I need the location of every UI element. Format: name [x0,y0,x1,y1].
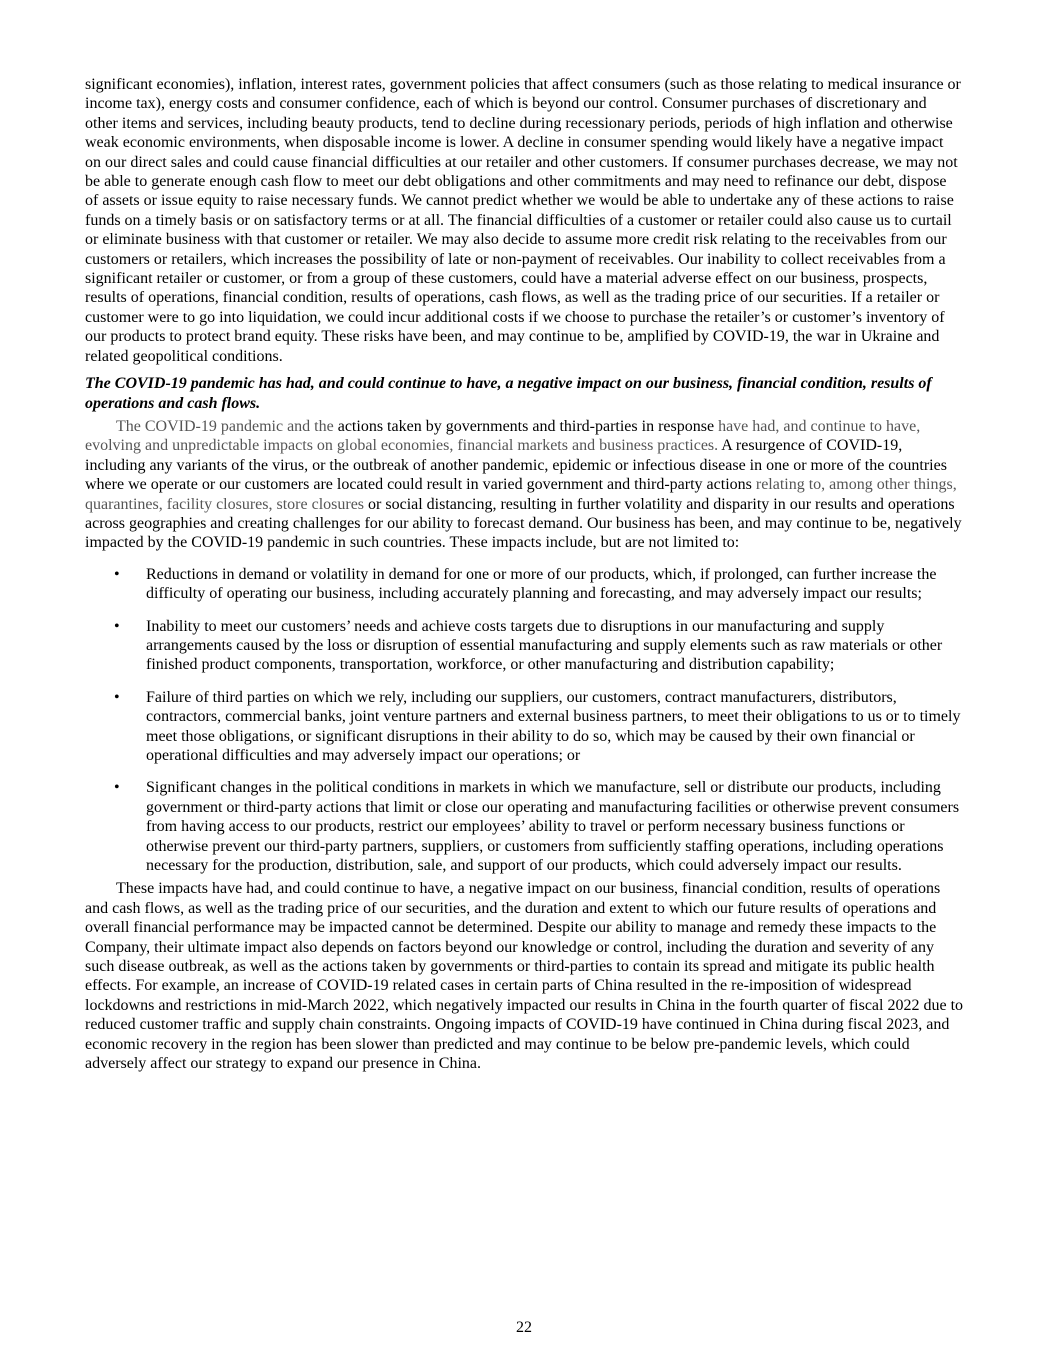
list-item-text: Failure of third parties on which we rely, including our suppliers, our customers, contract manufacturers, distributors, contractors, commercial banks, joint venture partners and external business partners, to meet their obligations to us or to timely meet those obligations, or significant disruptions in their ability to do so, which may be caused by their own financial or operational difficulties and may adversely impact our operations; or [146,688,961,764]
paragraph-covid-intro [85,417,963,553]
document-page [85,75,963,1074]
list-item-text: Significant changes in the political conditions in markets in which we manufacture, sell or distribute our products, including government or third-party actions that limit or close our operating and manufacturing facilities or otherwise prevent consumers from having access to our products, restrict our employees’ ability to travel or perform necessary business functions or otherwise prevent our third-party partners, suppliers, or customers from sufficiently staffing operations, including operations necessary for the production, distribution, sale, and support of our products, which could adversely impact our results. [146,779,960,875]
section-heading: The COVID-19 pandemic has had, and could continue to have, a negative impact on our business, financial condition, results of operations and cash flows. [85,375,932,412]
text-segment: or social distancing, resulting in further volatility and disparity in our results and operations across geographies and creating challenges for our ability to forecast demand. Our business has been, and may continue to be, negatively impacted by the COVID-19 pandemic in such countries. These impacts include, but are not limited to: [85,495,962,552]
text-segment: actions taken by governments and third-parties in response [337,417,719,435]
list-item [85,565,963,604]
list-item [85,617,963,675]
text-segment: A resurgence of COVID-19, including any variants of the virus, or the outbreak of another pandemic, epidemic or infectious disease in one or more of the countries where we operate or our customers are located could result in varied government and third-party actions [85,437,947,494]
impacts-list [85,565,963,876]
bullet-icon: • [114,565,120,583]
list-item-text: Reductions in demand or volatility in demand for one or more of our products, which, if prolonged, can further increase the difficulty of operating our business, including accurately planning and forecasting, and may adversely impact our results; [146,565,937,603]
text-segment: relating to, among other things, quarantines, facility closures, store closures [85,476,957,513]
bullet-icon: • [114,688,120,706]
text-segment: The COVID-19 pandemic and the [116,417,338,435]
bullet-icon: • [114,779,120,797]
page-number: 22 [516,1319,532,1336]
paragraph-impacts: These impacts have had, and could continue to have, a negative impact on our business, financial condition, results of operations and cash flows, as well as the trading price of our securities, and the duration and extent to which our future results of operations and overall financial performance may be impacted cannot be determined. Despite our ability to manage and remedy these impacts to the Company, their ultimate impact also depends on factors beyond our knowledge or control, including the duration and severity of any such disease outbreak, as well as the actions taken by governments or third-parties to contain its spread and mitigate its public health effects. For example, an increase of COVID-19 related cases in certain parts of China resulted in the re-imposition of widespread lockdowns and restrictions in mid-March 2022, which negatively impacted our results in China in the fourth quarter of fiscal 2022 due to reduced customer traffic and supply chain constraints. Ongoing impacts of COVID-19 have continued in China during fiscal 2023, and economic recovery in the region has been slower than predicted and may continue to be below pre-pandemic levels, which could adversely affect our strategy to expand our presence in China. [85,880,964,1073]
list-item [85,688,963,766]
text-segment: have had, and continue to have, evolving and unpredictable impacts on global economies, financial markets and business practices. [85,417,921,455]
bullet-icon: • [114,617,120,635]
paragraph-continued: significant economies), inflation, interest rates, government policies that affect consumers (such as those relating to medical insurance or income tax), energy costs and consumer confidence, each of which is beyond our control. Consumer purchases of discretionary and other items and services, including beauty products, tend to decline during recessionary periods, periods of high inflation and otherwise weak economic environments, when disposable income is lower. A decline in consumer spending would likely have a negative impact on our direct sales and could cause financial difficulties at our retailer and other customers. If consumer purchases decrease, we may not be able to generate enough cash flow to meet our debt obligations and other commitments and may need to refinance our debt, dispose of assets or issue equity to raise necessary funds. We cannot predict whether we would be able to undertake any of these actions to raise funds on a timely basis or on satisfactory terms or at all. The financial difficulties of a customer or retailer could also cause us to curtail or eliminate business with that customer or retailer. We may also decide to assume more credit risk relating to the receivables from our customers or retailers, which increases the possibility of late or non-payment of receivables. Our inability to collect receivables from a significant retailer or customer, or from a group of these customers, could have a material adverse effect on our business, prospects, results of operations, financial condition, results of operations, cash flows, as well as the trading price of our securities. If a retailer or customer were to go into liquidation, we could incur additional costs if we choose to purchase the retailer’s or customer’s inventory of our products to protect brand equity. These risks have been, and may continue to be, amplified by COVID-19, the war in Ukraine and related geopolitical conditions. [85,76,961,365]
list-item [85,778,963,875]
list-item-text: Inability to meet our customers’ needs and achieve costs targets due to disruptions in our manufacturing and supply arrangements caused by the loss or disruption of essential manufacturing and supply elements such as raw materials or other finished product components, transportation, workforce, or other manufacturing and distribution capability; [146,617,943,674]
